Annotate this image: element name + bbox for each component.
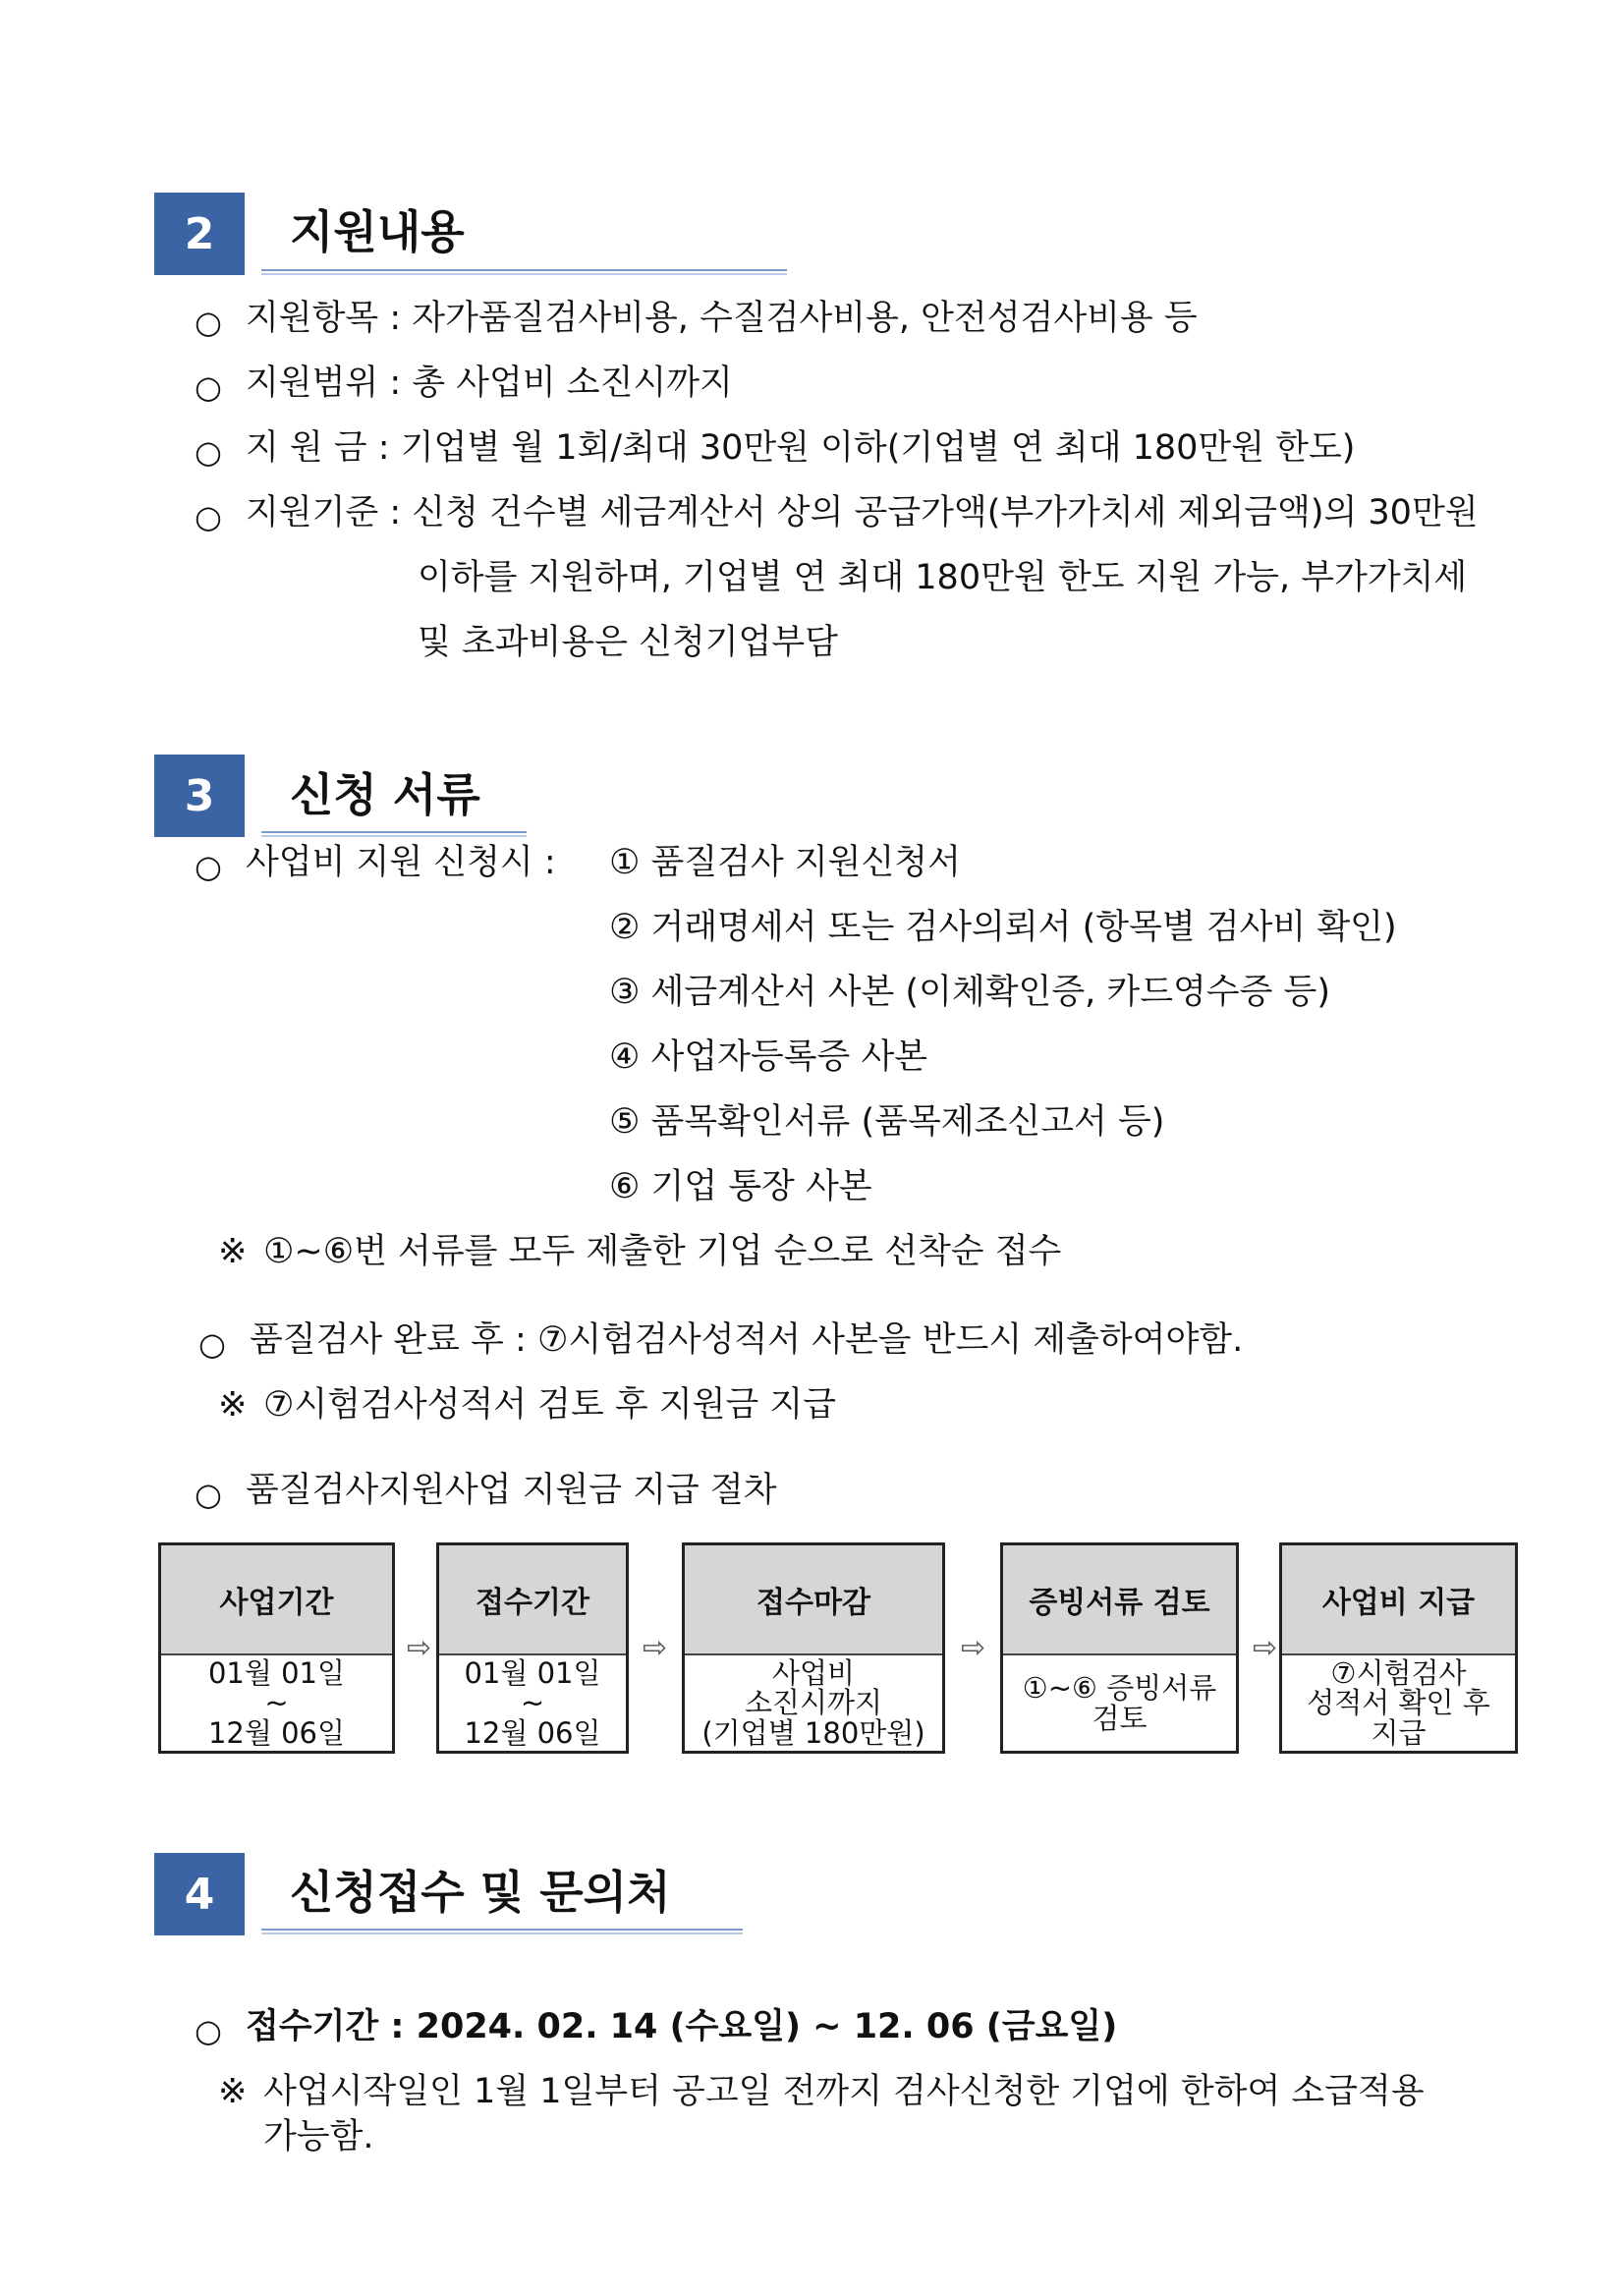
flow-step-reception-period xyxy=(436,1542,629,1754)
section-title: 신청접수 및 문의처 xyxy=(290,1866,671,1919)
after-inspection-note: ⑦시험검사성적서 검토 후 지원금 지급 xyxy=(263,1385,837,1425)
arrow-right-icon: ⇨ xyxy=(961,1631,986,1665)
flow-step-text: ⑦시험검사 xyxy=(1330,1655,1467,1690)
section-underline xyxy=(261,1929,743,1934)
section-title: 신청 서류 xyxy=(290,768,480,821)
document-item: ⑥ 기업 통장 사본 xyxy=(609,1167,872,1206)
flow-step-text: ~ xyxy=(264,1686,289,1720)
document-item: ⑤ 품목확인서류 (품목제조신고서 등) xyxy=(609,1102,1165,1142)
document-item: ① 품질검사 지원신청서 xyxy=(609,843,961,882)
flow-step-text: 01월 01일 xyxy=(464,1655,601,1690)
flow-step-head: 사업비 지급 xyxy=(1282,1545,1515,1655)
section-number: 2 xyxy=(154,193,245,275)
section-title: 지원내용 xyxy=(290,205,465,258)
arrow-right-icon: ⇨ xyxy=(1253,1631,1278,1665)
flow-step-text: 소진시까지 xyxy=(744,1686,883,1720)
note-mark: ※ xyxy=(218,2072,248,2111)
flow-step-payment xyxy=(1279,1542,1518,1754)
flow-step-text: 성적서 확인 후 xyxy=(1307,1686,1490,1720)
flow-step-body xyxy=(685,1655,942,1751)
flow-step-text: ~ xyxy=(520,1686,545,1720)
after-inspection-line: 품질검사 완료 후 : ⑦시험검사성적서 사본을 반드시 제출하여야함. xyxy=(250,1320,1244,1360)
arrow-right-icon: ⇨ xyxy=(407,1631,432,1665)
support-scope-line: 지원범위 : 총 사업비 소진시까지 xyxy=(246,364,733,403)
section-underline xyxy=(261,831,527,837)
retroactive-note-continuation: 가능함. xyxy=(263,2117,374,2156)
bullet-icon: ○ xyxy=(195,498,222,535)
flow-step-document-review xyxy=(1000,1542,1239,1754)
apply-label: 사업비 지원 신청시 : xyxy=(246,843,556,882)
flow-step-body xyxy=(1282,1655,1515,1751)
retroactive-note: 사업시작일인 1월 1일부터 공고일 전까지 검사신청한 기업에 한하여 소급적용 xyxy=(263,2072,1425,2111)
bullet-icon: ○ xyxy=(195,433,222,471)
flow-step-text: 사업비 xyxy=(771,1655,856,1690)
document-item: ③ 세금계산서 사본 (이체확인증, 카드영수증 등) xyxy=(609,973,1331,1012)
support-criteria-continuation: 이하를 지원하며, 기업별 연 최대 180만원 한도 지원 가능, 부가가치세 xyxy=(418,558,1468,597)
bullet-icon: ○ xyxy=(195,2012,222,2049)
flow-step-head: 접수기간 xyxy=(439,1545,626,1655)
procedure-title: 품질검사지원사업 지원금 지급 절차 xyxy=(246,1471,777,1510)
document-item: ④ 사업자등록증 사본 xyxy=(609,1037,928,1077)
documents-note: ①~⑥번 서류를 모두 제출한 기업 순으로 선착순 접수 xyxy=(263,1232,1062,1271)
document-item: ② 거래명세서 또는 검사의뢰서 (항목별 검사비 확인) xyxy=(609,908,1397,947)
support-items-line: 지원항목 : 자가품질검사비용, 수질검사비용, 안전성검사비용 등 xyxy=(246,299,1198,338)
flow-step-text: 12월 06일 xyxy=(464,1715,601,1750)
bullet-icon: ○ xyxy=(195,304,222,341)
flow-step-text: 12월 06일 xyxy=(207,1715,346,1750)
note-mark: ※ xyxy=(218,1385,248,1425)
flow-step-reception-close xyxy=(682,1542,945,1754)
section-number: 3 xyxy=(154,755,245,837)
flow-step-text: 검토 xyxy=(1092,1701,1148,1735)
bullet-icon: ○ xyxy=(195,848,222,885)
bullet-icon: ○ xyxy=(195,368,222,406)
flow-step-text: 지급 xyxy=(1371,1715,1427,1750)
flow-step-text: 01월 01일 xyxy=(207,1655,346,1690)
flow-step-head: 증빙서류 검토 xyxy=(1003,1545,1236,1655)
arrow-right-icon: ⇨ xyxy=(643,1631,668,1665)
flow-step-head: 사업기간 xyxy=(161,1545,392,1655)
flow-step-business-period xyxy=(158,1542,395,1754)
reception-period-line: 접수기간 : 2024. 02. 14 (수요일) ~ 12. 06 (금요일) xyxy=(246,2007,1118,2046)
support-criteria-continuation: 및 초과비용은 신청기업부담 xyxy=(418,623,838,662)
bullet-icon: ○ xyxy=(195,1476,222,1513)
note-mark: ※ xyxy=(218,1232,248,1271)
section-underline xyxy=(261,269,787,275)
flow-step-body xyxy=(439,1655,626,1751)
bullet-icon: ○ xyxy=(198,1325,226,1363)
support-amount-line: 지 원 금 : 기업별 월 1회/최대 30만원 이하(기업별 연 최대 180만원 한도) xyxy=(246,428,1356,468)
flow-step-text: ①~⑥ 증빙서류 xyxy=(1022,1671,1217,1706)
flow-step-text: (기업별 180만원) xyxy=(701,1715,925,1750)
section-number: 4 xyxy=(154,1853,245,1935)
flow-step-head: 접수마감 xyxy=(685,1545,942,1655)
support-criteria-line: 지원기준 : 신청 건수별 세금계산서 상의 공급가액(부가가치세 제외금액)의 30만원 xyxy=(246,493,1479,532)
flow-step-body xyxy=(161,1655,392,1751)
flow-step-body xyxy=(1003,1655,1236,1751)
